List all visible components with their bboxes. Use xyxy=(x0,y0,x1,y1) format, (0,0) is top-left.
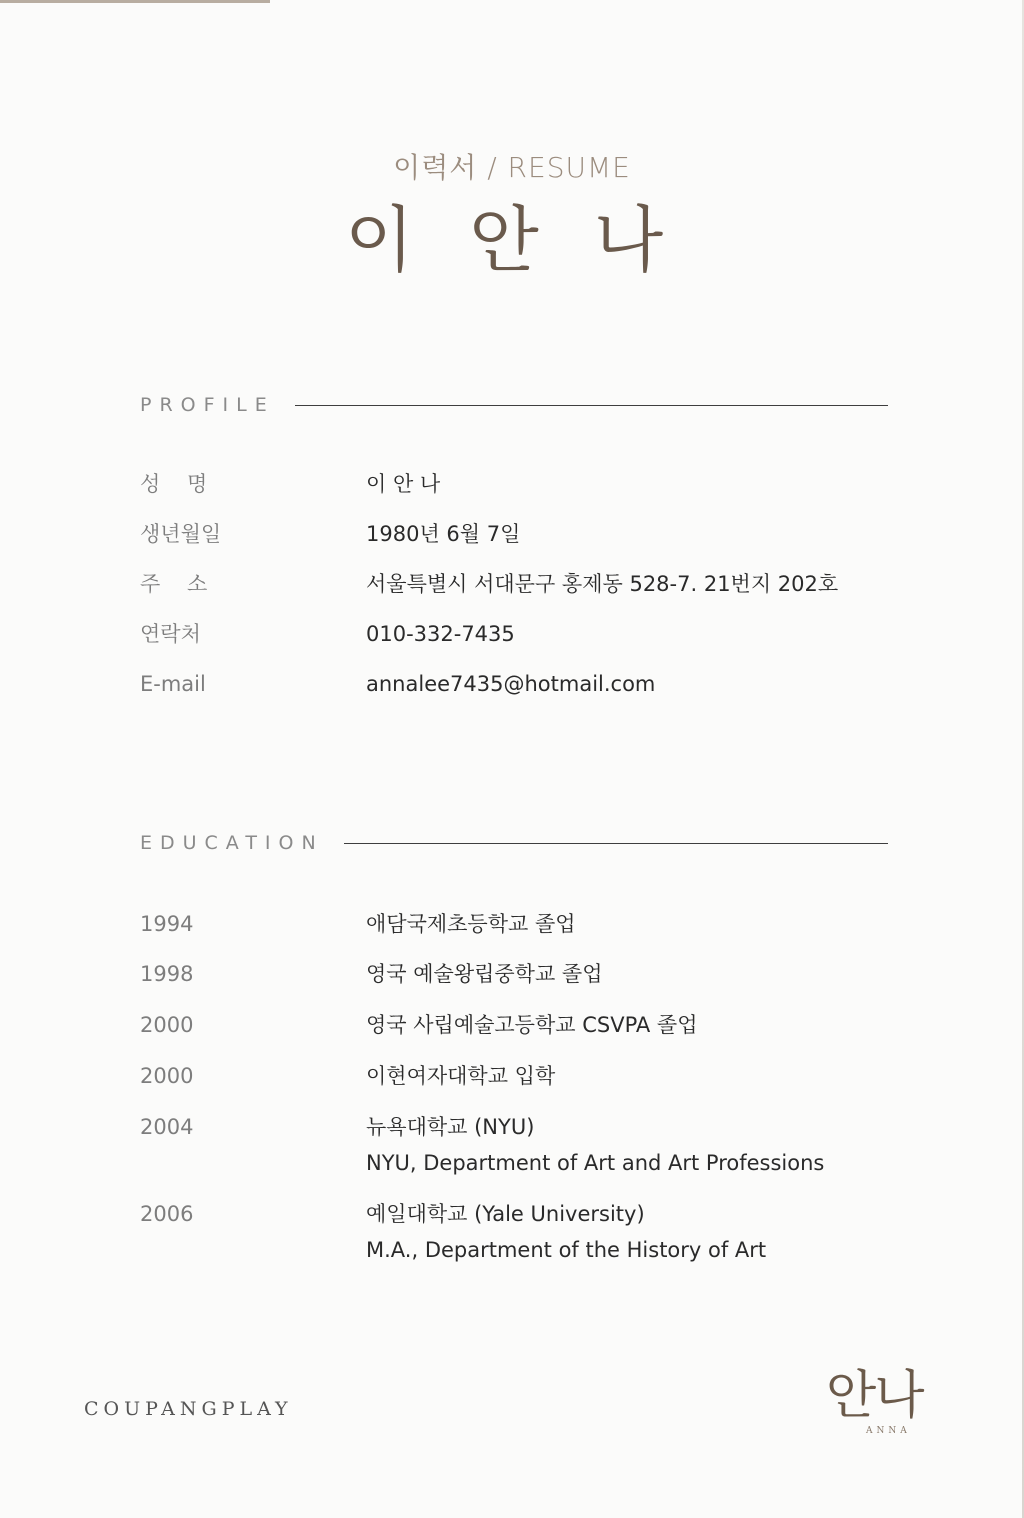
profile-row-name xyxy=(140,470,900,502)
education-detail xyxy=(366,1007,900,1043)
education-year: 2000 xyxy=(140,1064,194,1088)
profile-value: 이 안 나 xyxy=(366,472,441,496)
education-line: 예일대학교 (Yale University) xyxy=(366,1202,645,1226)
profile-label: 주 소 xyxy=(140,572,218,596)
profile-value: 서울특별시 서대문구 홍제동 528-7. 21번지 202호 xyxy=(366,572,839,596)
profile-section-label: PROFILE xyxy=(140,394,275,416)
education-year: 1994 xyxy=(140,912,194,936)
profile-row-phone xyxy=(140,620,900,652)
education-detail xyxy=(366,1196,900,1268)
education-year: 2006 xyxy=(140,1202,194,1226)
education-line: NYU, Department of Art and Art Professions xyxy=(366,1151,825,1175)
education-row xyxy=(140,910,900,942)
education-row xyxy=(140,1062,900,1094)
education-section-header xyxy=(140,830,888,856)
profile-value: 1980년 6월 7일 xyxy=(366,522,521,546)
logo-subtext: ANNA xyxy=(866,1426,911,1436)
logo-text: 안나 xyxy=(826,1366,923,1426)
profile-value: annalee7435@hotmail.com xyxy=(366,672,656,696)
education-section-rule xyxy=(344,843,888,844)
education-line: M.A., Department of the History of Art xyxy=(366,1238,767,1262)
anna-logo xyxy=(826,1366,956,1446)
education-row xyxy=(140,1200,900,1268)
profile-row-address xyxy=(140,570,900,602)
footer-brand-wordmark: COUPANGPLAY xyxy=(84,1398,293,1420)
education-line: 영국 사립예술고등학교 CSVPA 졸업 xyxy=(366,1013,698,1037)
title-block xyxy=(0,148,1024,286)
profile-row-email xyxy=(140,670,900,702)
education-line: 애담국제초등학교 졸업 xyxy=(366,912,576,936)
education-year: 2000 xyxy=(140,1013,194,1037)
education-line: 이현여자대학교 입학 xyxy=(366,1064,556,1088)
profile-label: E-mail xyxy=(140,672,206,696)
education-line: 뉴욕대학교 (NYU) xyxy=(366,1115,535,1139)
education-row xyxy=(140,1113,900,1181)
education-detail xyxy=(366,956,900,992)
education-detail xyxy=(366,1109,900,1181)
profile-label: 성 명 xyxy=(140,472,218,496)
profile-row-birthdate xyxy=(140,520,900,552)
page-edge-top xyxy=(0,0,270,3)
education-section-label: EDUCATION xyxy=(140,832,324,854)
education-year: 1998 xyxy=(140,962,194,986)
profile-section-rule xyxy=(295,405,888,406)
education-detail xyxy=(366,906,900,942)
education-detail xyxy=(366,1058,900,1094)
profile-label: 생년월일 xyxy=(140,522,222,546)
education-year: 2004 xyxy=(140,1115,194,1139)
profile-section-header xyxy=(140,392,888,418)
profile-value: 010-332-7435 xyxy=(366,622,515,646)
document-name: 이 안 나 xyxy=(344,198,680,282)
education-line: 영국 예술왕립중학교 졸업 xyxy=(366,962,603,986)
profile-label: 연락처 xyxy=(140,622,201,646)
education-row xyxy=(140,1011,900,1043)
education-row xyxy=(140,960,900,992)
document-subtitle: 이력서 / RESUME xyxy=(393,151,631,184)
